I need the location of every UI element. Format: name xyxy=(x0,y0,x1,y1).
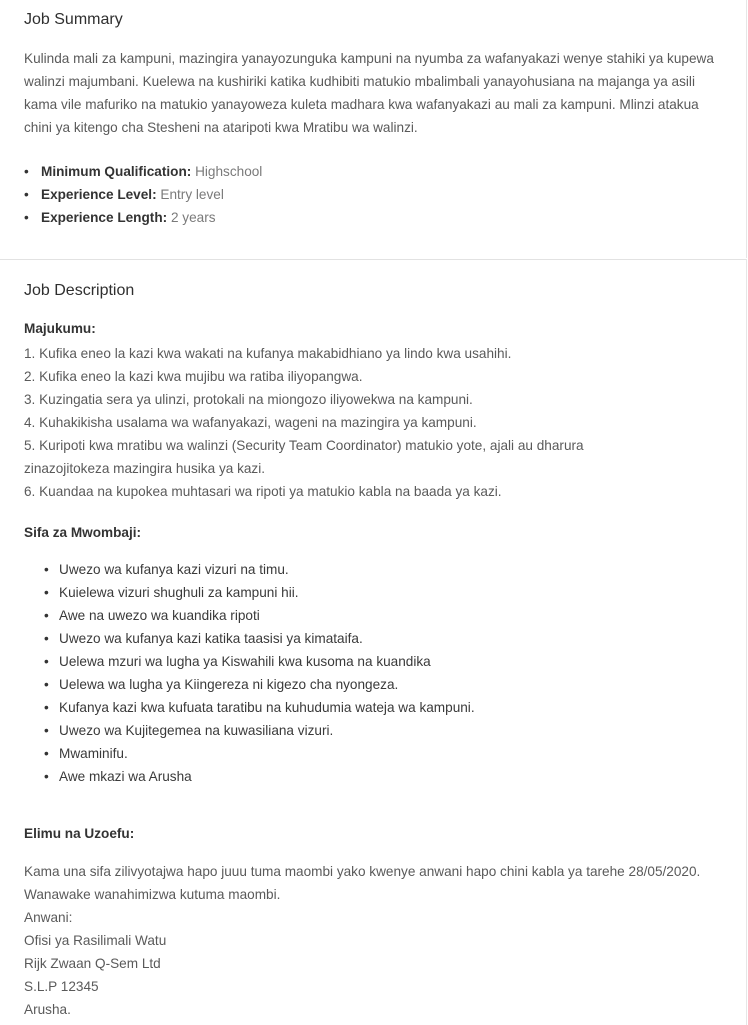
job-summary-title: Job Summary xyxy=(24,11,123,28)
address-line: Rijk Zwaan Q-Sem Ltd xyxy=(24,956,161,971)
requirement-item: • Uwezo wa kufanya kazi vizuri na timu. xyxy=(44,558,475,581)
duty-item: 6. Kuandaa na kupokea muhtasari wa ripoti ya matukio kabla na baada ya kazi. xyxy=(24,484,502,499)
address-line: S.L.P 12345 xyxy=(24,979,99,994)
duty-item: 5. Kuripoti kwa mratibu wa walinzi (Security Team Coordinator) matukio yote, ajali au dharura zinazojitokeza mazingira husika ya kazi. xyxy=(24,438,584,476)
apply-instructions: Kama una sifa zilivyotajwa hapo juuu tuma maombi yako kwenye anwani hapo chini kabla ya tarehe 28/05/2020. xyxy=(24,864,701,879)
requirement-item: • Mwaminifu. xyxy=(44,742,475,765)
application-info xyxy=(24,860,700,1021)
requirement-item: • Kuielewa vizuri shughuli za kampuni hii. xyxy=(44,581,475,604)
job-summary-card xyxy=(0,0,747,258)
requirements-list xyxy=(44,558,475,788)
requirement-item: • Uwezo wa kufanya kazi katika taasisi ya kimataifa. xyxy=(44,627,475,650)
qualification-item xyxy=(24,206,262,229)
qualification-value: 2 years xyxy=(170,210,216,225)
duty-item: 2. Kufika eneo la kazi kwa mujibu wa ratiba iliyopangwa. xyxy=(24,369,363,384)
requirement-item: • Awe mkazi wa Arusha xyxy=(44,765,475,788)
qualification-value: Entry level xyxy=(160,187,224,202)
qualification-value: Highschool xyxy=(195,164,263,179)
qualification-item xyxy=(24,160,262,183)
requirement-item: • Uwezo wa Kujitegemea na kuwasiliana vizuri. xyxy=(44,719,475,742)
requirement-item: • Awe na uwezo wa kuandika ripoti xyxy=(44,604,475,627)
duties-heading: Majukumu: xyxy=(24,321,96,336)
duty-item: 4. Kuhakikisha usalama wa wafanyakazi, wageni na mazingira ya kampuni. xyxy=(24,415,477,430)
requirement-item: • Kufanya kazi kwa kufuata taratibu na kuhudumia wateja wa kampuni. xyxy=(44,696,475,719)
requirement-item: • Uelewa wa lugha ya Kiingereza ni kigezo cha nyongeza. xyxy=(44,673,475,696)
qualification-list xyxy=(24,160,262,229)
requirements-heading: Sifa za Mwombaji: xyxy=(24,525,142,540)
requirement-item: • Uelewa mzuri wa lugha ya Kiswahili kwa kusoma na kuandika xyxy=(44,650,475,673)
education-heading: Elimu na Uzoefu: xyxy=(24,826,135,841)
qualification-item xyxy=(24,183,262,206)
qualification-label: Minimum Qualification: xyxy=(41,164,192,179)
duty-item: 1. Kufika eneo la kazi kwa wakati na kufanya makabidhiano ya lindo kwa usahihi. xyxy=(24,346,512,361)
address-line: Ofisi ya Rasilimali Watu xyxy=(24,933,167,948)
qualification-label: Experience Level: xyxy=(41,187,157,202)
job-summary-text: Kulinda mali za kampuni, mazingira yanayozunguka kampuni na nyumba za wafanyakazi wenye stahiki ya kupewa walinzi majumbani. Kuelewa na kushiriki katika kudhibiti matukio mbalimbali yanayohusiana na majanga ya asili kama vile mafuriko na matukio yanayoweza kuleta madhara kwa wafanyakazi au mali za kampuni. Mlinzi atakua chini ya kitengo cha Stesheni na ataripoti kwa Mratibu wa walinzi. xyxy=(24,51,714,135)
duty-item: 3. Kuzingatia sera ya ulinzi, protokali na miongozo iliyowekwa na kampuni. xyxy=(24,392,473,407)
address-line: Arusha. xyxy=(24,1002,71,1017)
address-line: Anwani: xyxy=(24,910,73,925)
qualification-label: Experience Length: xyxy=(41,210,168,225)
job-description-title: Job Description xyxy=(24,282,135,299)
job-description-card xyxy=(0,259,747,1025)
women-encouraged-note: Wanawake wanahimizwa kutuma maombi. xyxy=(24,887,281,902)
duties-list xyxy=(24,342,724,503)
